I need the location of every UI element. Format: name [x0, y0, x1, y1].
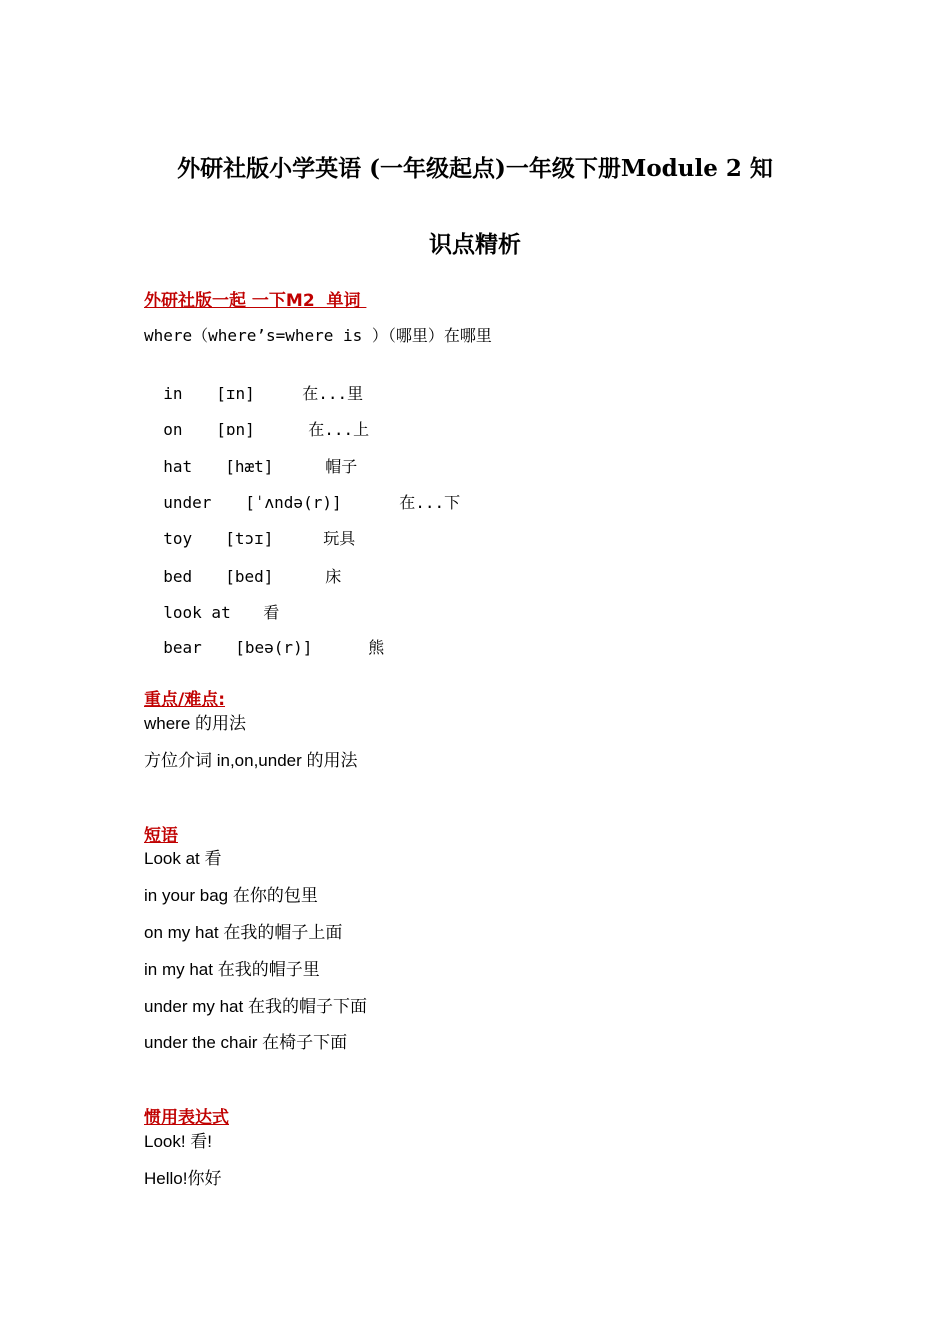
- vocab-where-line: where（where’s=where is ）（哪里）在哪里: [144, 326, 492, 345]
- vocab-meaning: 看: [263, 603, 280, 622]
- vocab-section-heading: 外研社版一起 一下M2 单词: [144, 291, 367, 311]
- expression-line: Hello!你好: [144, 1169, 222, 1188]
- phrase-line: under my hat 在我的帽子下面: [144, 997, 367, 1016]
- key-point-line: where 的用法: [144, 714, 247, 733]
- expressions-heading: 惯用表达式: [144, 1108, 229, 1128]
- vocab-word: hat: [163, 457, 193, 476]
- vocab-meaning: 在...里: [302, 384, 364, 403]
- phrase-line: under the chair 在椅子下面: [144, 1033, 348, 1052]
- page-title-line-1: 外研社版小学英语 (一年级起点)一年级下册Module 2 知: [177, 155, 773, 182]
- vocab-ipa: [bed]: [225, 567, 274, 586]
- phrases-heading: 短语: [144, 826, 178, 846]
- key-point-line: 方位介词 in,on,under 的用法: [144, 751, 358, 770]
- vocab-word: in: [163, 384, 183, 403]
- vocab-word: look at: [163, 603, 231, 622]
- vocab-word: toy: [163, 529, 193, 548]
- expression-line: Look! 看!: [144, 1132, 213, 1151]
- vocab-word: under: [163, 493, 212, 512]
- vocab-ipa: [ɪn]: [216, 384, 255, 403]
- vocab-ipa: [ˈʌndə(r)]: [245, 493, 342, 512]
- phrase-line: on my hat 在我的帽子上面: [144, 923, 343, 942]
- vocab-meaning: 帽子: [325, 457, 358, 476]
- page-title-line-2: 识点精析: [429, 231, 521, 258]
- vocab-word: bear: [163, 638, 202, 657]
- vocab-word: bed: [163, 567, 193, 586]
- vocab-ipa: [beə(r)]: [235, 638, 313, 657]
- phrase-line: in your bag 在你的包里: [144, 886, 318, 905]
- vocab-meaning: 玩具: [323, 529, 356, 548]
- phrase-line: in my hat 在我的帽子里: [144, 960, 320, 979]
- vocab-meaning: 在...下: [399, 493, 461, 512]
- key-points-heading: 重点/难点:: [144, 690, 226, 710]
- vocab-meaning: 熊: [368, 638, 385, 657]
- vocab-word: on: [163, 420, 183, 439]
- vocab-meaning: 在...上: [308, 420, 370, 439]
- vocab-ipa: [hæt]: [225, 457, 274, 476]
- vocab-ipa: [ɒn]: [216, 420, 255, 439]
- vocab-row: [144, 615, 384, 659]
- vocab-ipa: [tɔɪ]: [225, 529, 274, 548]
- vocab-meaning: 床: [325, 567, 342, 586]
- phrase-line: Look at 看: [144, 849, 222, 868]
